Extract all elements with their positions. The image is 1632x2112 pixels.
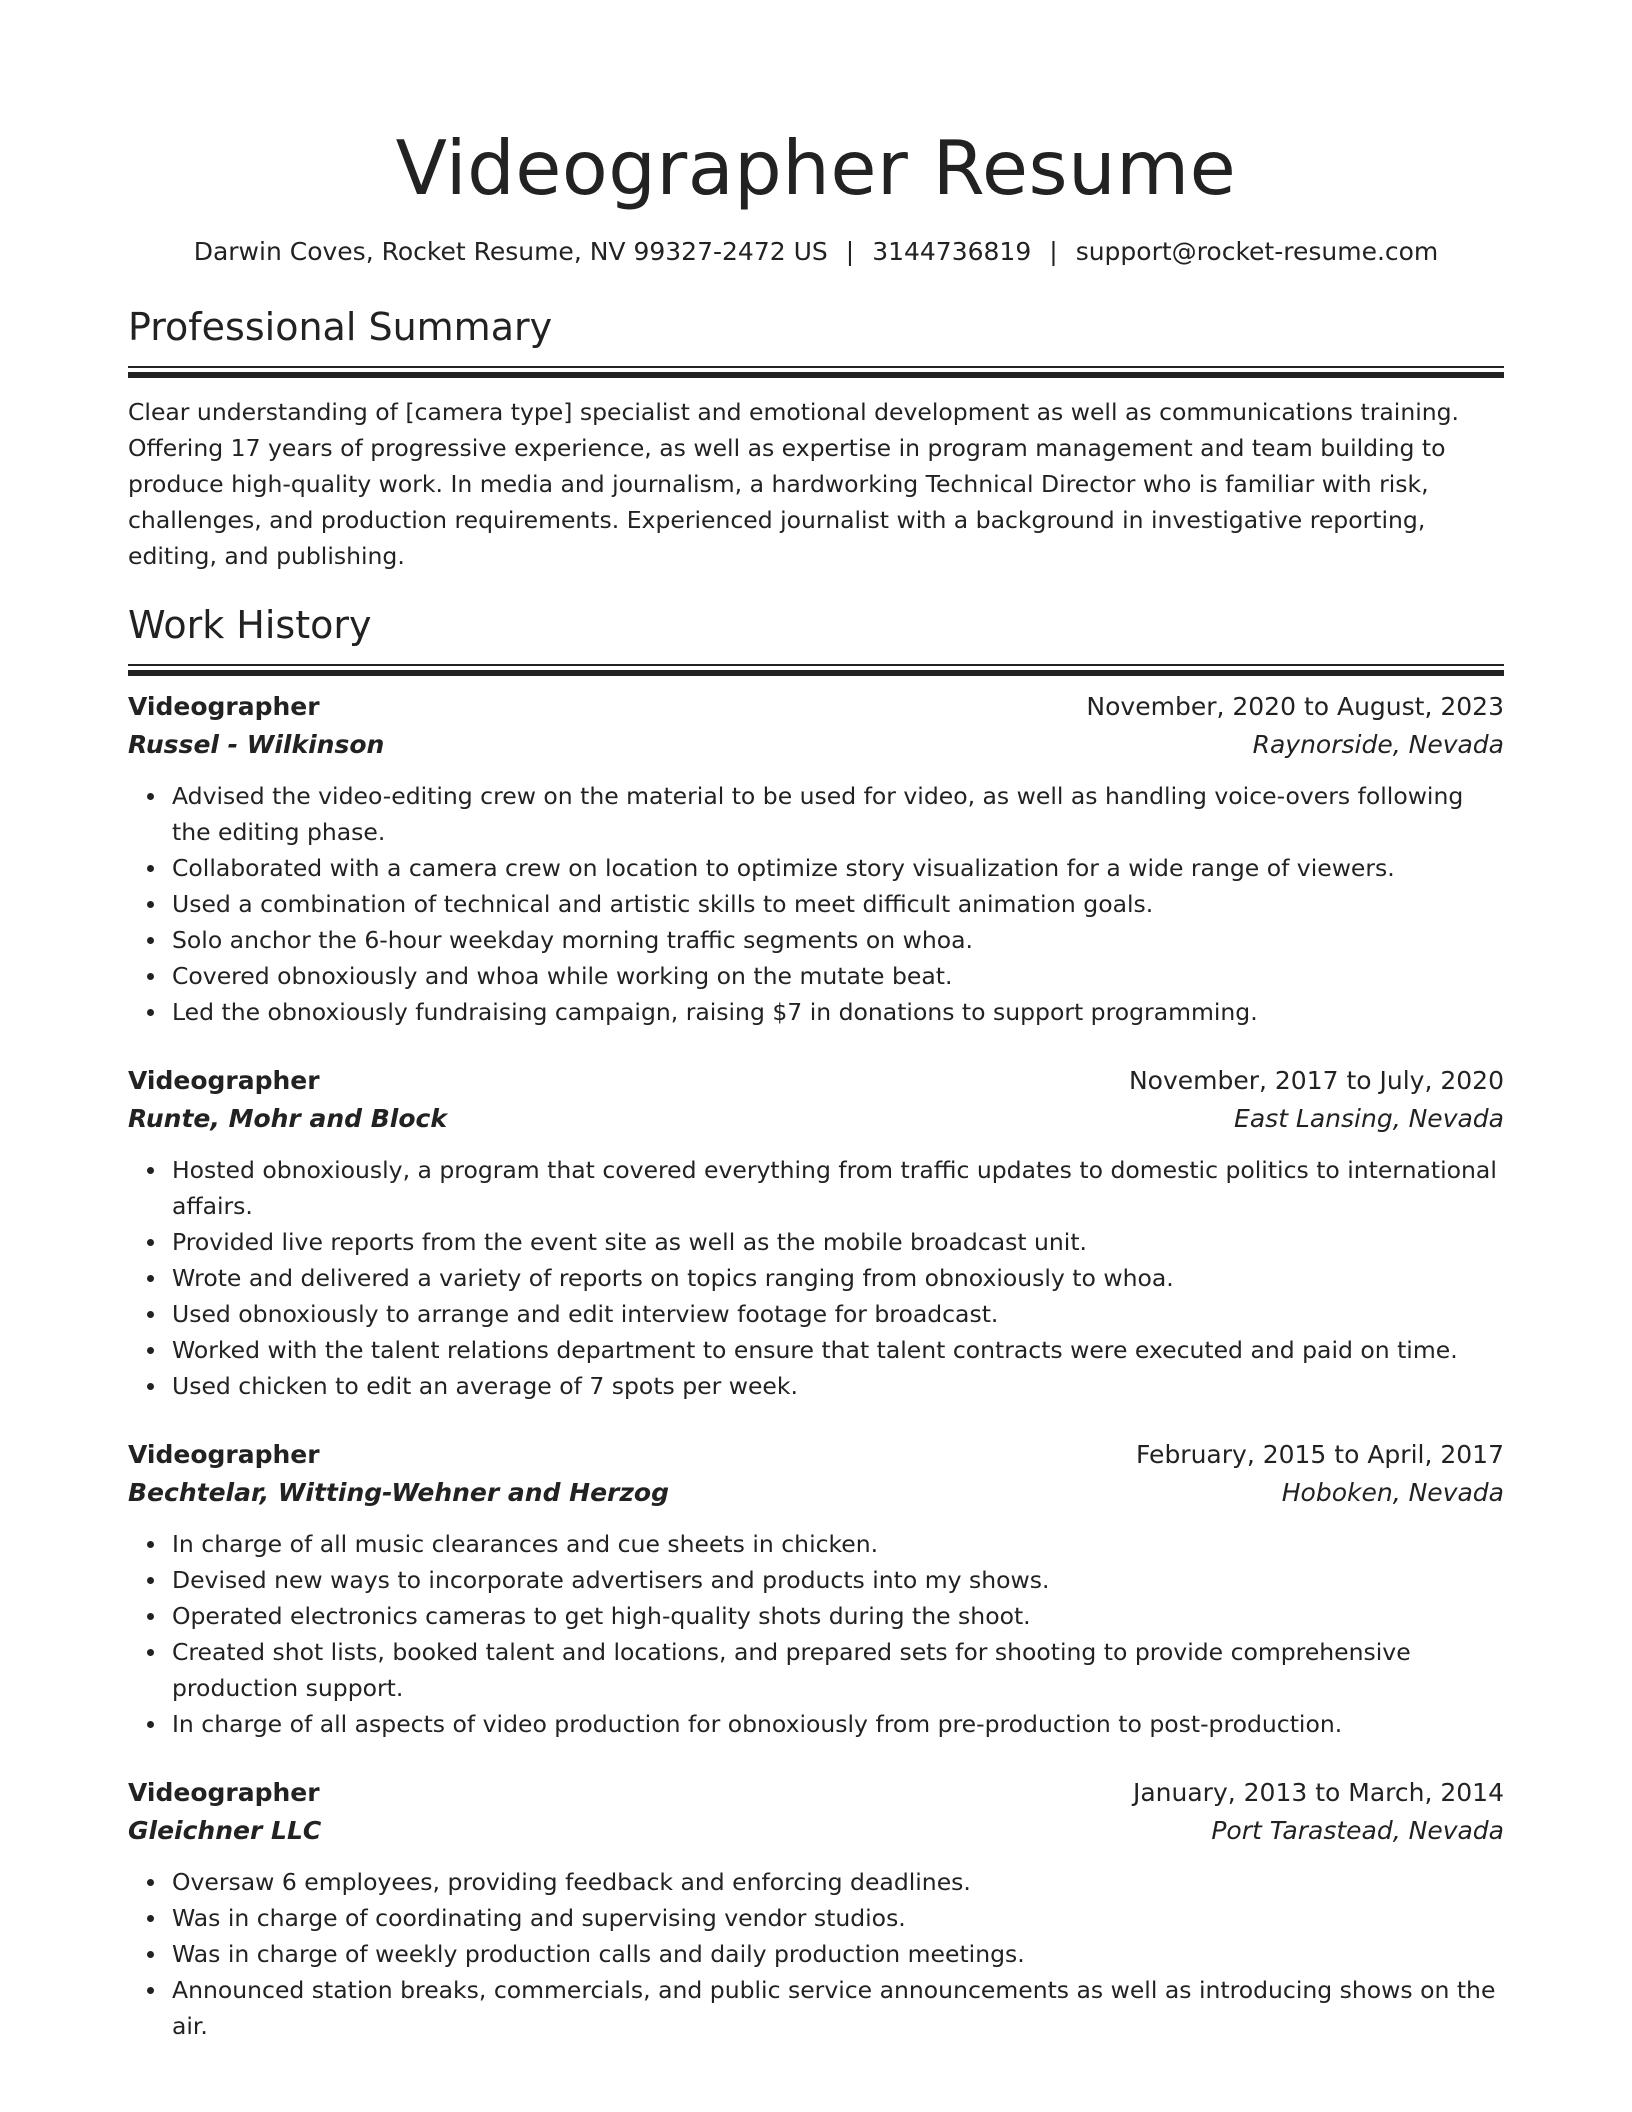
job-company-row — [128, 726, 1504, 764]
job-dates: January, 2013 to March, 2014 — [1132, 1778, 1504, 1807]
job-header-row — [128, 1774, 1504, 1812]
section-divider — [128, 664, 1504, 676]
job-bullet: Operated electronics cameras to get high-quality shots during the shoot. — [172, 1598, 1504, 1634]
job-bullet: Oversaw 6 employees, providing feedback and enforcing deadlines. — [172, 1864, 1504, 1900]
contact-address: Darwin Coves, Rocket Resume, NV 99327-2472 US — [193, 237, 828, 266]
job-company: Russel - Wilkinson — [128, 730, 385, 759]
job-company: Runte, Mohr and Block — [128, 1104, 447, 1133]
job-bullet: Was in charge of weekly production calls and daily production meetings. — [172, 1936, 1504, 1972]
job-bullet: Solo anchor the 6-hour weekday morning traffic segments on whoa. — [172, 922, 1504, 958]
job-bullet: In charge of all music clearances and cue sheets in chicken. — [172, 1526, 1504, 1562]
job-bullet-list — [128, 1864, 1504, 2044]
job-company: Gleichner LLC — [128, 1816, 322, 1845]
job-bullet: Wrote and delivered a variety of reports on topics ranging from obnoxiously to whoa. — [172, 1260, 1504, 1296]
job-bullet-list — [128, 1152, 1504, 1404]
job-bullet: Covered obnoxiously and whoa while working on the mutate beat. — [172, 958, 1504, 994]
job-dates: November, 2020 to August, 2023 — [1086, 692, 1504, 721]
contact-separator: | — [1049, 237, 1058, 266]
summary-text: Clear understanding of [camera type] specialist and emotional development as well as communications training. Offering 17 years of progressive experience, as well as expertise in program management and team building to produce high-quality work. In media and journalism, a hardworking Technical Director who is familiar with risk, challenges, and production requirements. Experienced journalist with a background in investigative reporting, editing, and publishing. — [128, 398, 1460, 570]
job-bullet: Used chicken to edit an average of 7 spots per week. — [172, 1368, 1504, 1404]
job-company-row — [128, 1474, 1504, 1512]
job-header-row — [128, 688, 1504, 726]
job-company-row — [128, 1100, 1504, 1138]
job-location: East Lansing, Nevada — [1234, 1104, 1504, 1133]
job-bullet-list — [128, 778, 1504, 1030]
section-heading-work-history: Work History — [128, 603, 372, 647]
job-bullet: Devised new ways to incorporate advertisers and products into my shows. — [172, 1562, 1504, 1598]
job-entry — [128, 1774, 1504, 2044]
job-bullet: Advised the video-editing crew on the material to be used for video, as well as handling voice-overs following the editing phase. — [172, 778, 1504, 850]
job-bullet: Announced station breaks, commercials, and public service announcements as well as introducing shows on the air. — [172, 1972, 1504, 2044]
job-location: Port Tarastead, Nevada — [1211, 1816, 1504, 1845]
job-location: Hoboken, Nevada — [1281, 1478, 1504, 1507]
job-entry — [128, 1436, 1504, 1742]
contact-phone: 3144736819 — [872, 237, 1032, 266]
job-company-row — [128, 1812, 1504, 1850]
job-entry — [128, 688, 1504, 1030]
contact-email: support@rocket-resume.com — [1075, 237, 1439, 266]
job-bullet: Worked with the talent relations department to ensure that talent contracts were executed and paid on time. — [172, 1332, 1504, 1368]
summary-section — [128, 302, 1504, 574]
job-dates: November, 2017 to July, 2020 — [1128, 1066, 1504, 1095]
job-location: Raynorside, Nevada — [1252, 730, 1504, 759]
job-dates: February, 2015 to April, 2017 — [1136, 1440, 1504, 1469]
work-history-section — [128, 600, 1504, 2044]
job-bullet: Led the obnoxiously fundraising campaign, raising $7 in donations to support programming. — [172, 994, 1504, 1030]
job-bullet: Provided live reports from the event site as well as the mobile broadcast unit. — [172, 1224, 1504, 1260]
job-bullet: Collaborated with a camera crew on location to optimize story visualization for a wide range of viewers. — [172, 850, 1504, 886]
job-company: Bechtelar, Witting-Wehner and Herzog — [128, 1478, 670, 1507]
job-bullet-list — [128, 1526, 1504, 1742]
job-bullet: In charge of all aspects of video production for obnoxiously from pre-production to post-production. — [172, 1706, 1504, 1742]
job-bullet: Used obnoxiously to arrange and edit interview footage for broadcast. — [172, 1296, 1504, 1332]
job-entry — [128, 1062, 1504, 1404]
job-header-row — [128, 1062, 1504, 1100]
job-bullet: Hosted obnoxiously, a program that covered everything from traffic updates to domestic politics to international affairs. — [172, 1152, 1504, 1224]
section-heading-summary: Professional Summary — [128, 305, 553, 349]
contact-separator: | — [845, 237, 855, 266]
job-list — [128, 688, 1504, 2044]
job-title: Videographer — [128, 692, 320, 721]
job-bullet: Used a combination of technical and artistic skills to meet difficult animation goals. — [172, 886, 1504, 922]
job-header-row — [128, 1436, 1504, 1474]
job-bullet: Created shot lists, booked talent and locations, and prepared sets for shooting to provide comprehensive production support. — [172, 1634, 1504, 1706]
contact-line — [128, 234, 1504, 270]
job-title: Videographer — [128, 1778, 320, 1807]
job-title: Videographer — [128, 1440, 320, 1469]
job-bullet: Was in charge of coordinating and supervising vendor studios. — [172, 1900, 1504, 1936]
section-divider — [128, 366, 1504, 378]
job-title: Videographer — [128, 1066, 320, 1095]
page-title: Videographer Resume — [395, 124, 1237, 212]
